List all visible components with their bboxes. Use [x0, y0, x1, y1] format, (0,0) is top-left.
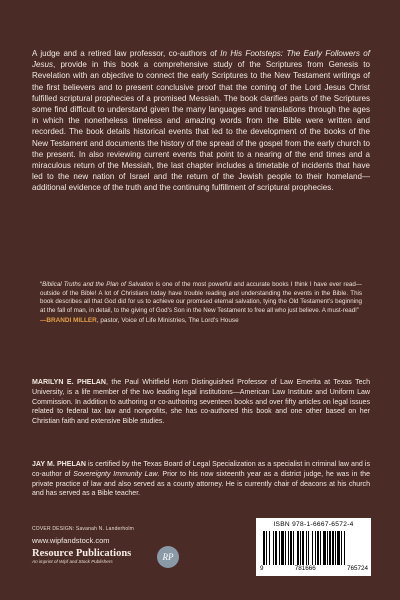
- author-book-title: Sovereignty Immunity Law: [73, 470, 158, 478]
- author-bio-jay: [32, 460, 370, 499]
- attribution-dash: —: [40, 317, 47, 325]
- barcode-bar: [329, 531, 331, 565]
- publisher-logo-icon: RP: [157, 546, 179, 568]
- barcode-bar: [317, 531, 319, 565]
- description-text-start: A judge and a retired law professor, co-authors of: [32, 49, 221, 58]
- barcode-bar: [302, 531, 304, 565]
- author-bio-text: , the Paul Whitfield Horn Distinguished Professor of Law Emerita at Texas Tech University, is a life member of the two leading legal institutions—American Law Institute and Uniform Law Commission. In addition to authoring or co-authoring seventeen books and over fifty articles on legal issues related to federal tax law and nonprofits, she has co-authored this book and one other based on her Christian faith and extensive Bible studies.: [32, 379, 370, 426]
- publisher-imprint: An imprint of Wipf and Stock Publishers: [32, 559, 113, 564]
- isbn-number: ISBN 978-1-6667-6572-4: [273, 521, 354, 528]
- barcode-bar: [335, 531, 336, 565]
- referenced-book-title: In His Footsteps: The Early Followers of Jesus: [32, 49, 370, 70]
- barcode-bar: [323, 531, 326, 565]
- endorser-name: BRANDI MILLER: [46, 317, 97, 325]
- publisher-block: [32, 548, 131, 564]
- barcode-bar: [281, 531, 284, 565]
- barcode-bar: [275, 531, 277, 565]
- description-text-rest: , provide in this book a comprehensive study of the Scriptures from Genesis to Revelation with an objective to connect the early Scriptures to the New Testament writings of the first believers and to present conclusive proof that the coming of the Lord Jesus Christ fulfilled scriptural prophecies of a promised Messiah. The book clarifies parts of the Scriptures some find difficult to understand given the many languages and translations through the ages in which the nonetheless timeless and amazing words from the Bible were written and recorded. The book details historical events that led to the development of the books of the New Testament and documents the history of the spread of the gospel from the early church to the present. In also reviewing current events that point to a nearing of the end times and a miraculous return of the Messiah, the last chapter includes a timetable of incidents that have led to the new nation of Israel and the return of the Jewish people to their homeland—additional evidence of the truth and the continuing fulfillment of scriptural prophecies.: [32, 60, 370, 193]
- barcode-bar: [263, 531, 265, 565]
- barcode-bar: [279, 531, 280, 565]
- barcode-bar: [320, 531, 321, 565]
- author-bio-text: is certified by the Texas Board of Legal Specialization as a specialist in criminal law and is co-author of: [32, 461, 370, 478]
- quote-text: is one of the most powerful and accurate books I think I have ever read—outside of the Bible! A lot of Christians today have trouble reading and understanding the events in the Bible. This book describes all that God did for us to achieve our promised eternal salvation, tying the Old Testament’s beginning at the fall of man, in detail, to the giving of God’s Son in the New Testament to free all who just believe. A must-read!”: [40, 281, 362, 314]
- barcode-bar: [269, 531, 270, 565]
- publisher-url[interactable]: www.wipfandstock.com: [32, 536, 110, 545]
- barcode: [256, 518, 371, 576]
- barcode-bar: [285, 531, 286, 565]
- barcode-digit-group: 765724: [346, 565, 368, 572]
- endorsement-quote: [40, 281, 362, 326]
- barcode-bar: [288, 531, 289, 565]
- barcode-bar: [293, 531, 294, 565]
- barcode-bar: [297, 531, 299, 565]
- barcode-bar: [341, 531, 342, 565]
- endorsement-attribution: [40, 317, 362, 326]
- barcode-bar: [308, 531, 309, 565]
- barcode-digit-group: 9: [260, 565, 264, 572]
- book-description: [32, 48, 370, 194]
- author-name: MARILYN E. PHELAN: [32, 379, 106, 386]
- cover-design-credit: COVER DESIGN: Savanah N. Landerholm: [32, 526, 135, 532]
- barcode-bar: [315, 531, 316, 565]
- barcode-digit-group: 781666: [294, 565, 316, 572]
- barcode-bar: [266, 531, 267, 565]
- author-bio-marilyn: [32, 378, 370, 427]
- barcode-bar: [300, 531, 301, 565]
- barcode-bars-icon: [263, 531, 365, 565]
- endorser-affiliation: , pastor, Voice of Life Ministries, The Lord’s House: [96, 317, 239, 325]
- author-name: JAY M. PHELAN: [32, 461, 86, 468]
- barcode-bar: [327, 531, 328, 565]
- barcode-digits: [260, 565, 368, 572]
- barcode-bar: [273, 531, 274, 565]
- barcode-bar: [290, 531, 292, 565]
- barcode-bar: [337, 531, 340, 565]
- quoted-book-title: Biblical Truths and the Plan of Salvation: [42, 281, 154, 288]
- barcode-bar: [332, 531, 334, 565]
- barcode-bar: [306, 531, 307, 565]
- publisher-name: Resource Publications: [32, 548, 132, 559]
- open-quote: “: [40, 281, 43, 288]
- author-bio-text-end: . Prior to his now sixteenth year as a district judge, he was in the private practice of law and also served as a county attorney. He is currently chair of deacons at his church and has served as a Bible teacher.: [32, 470, 371, 498]
- barcode-bar: [344, 531, 345, 565]
- barcode-bar: [312, 531, 313, 565]
